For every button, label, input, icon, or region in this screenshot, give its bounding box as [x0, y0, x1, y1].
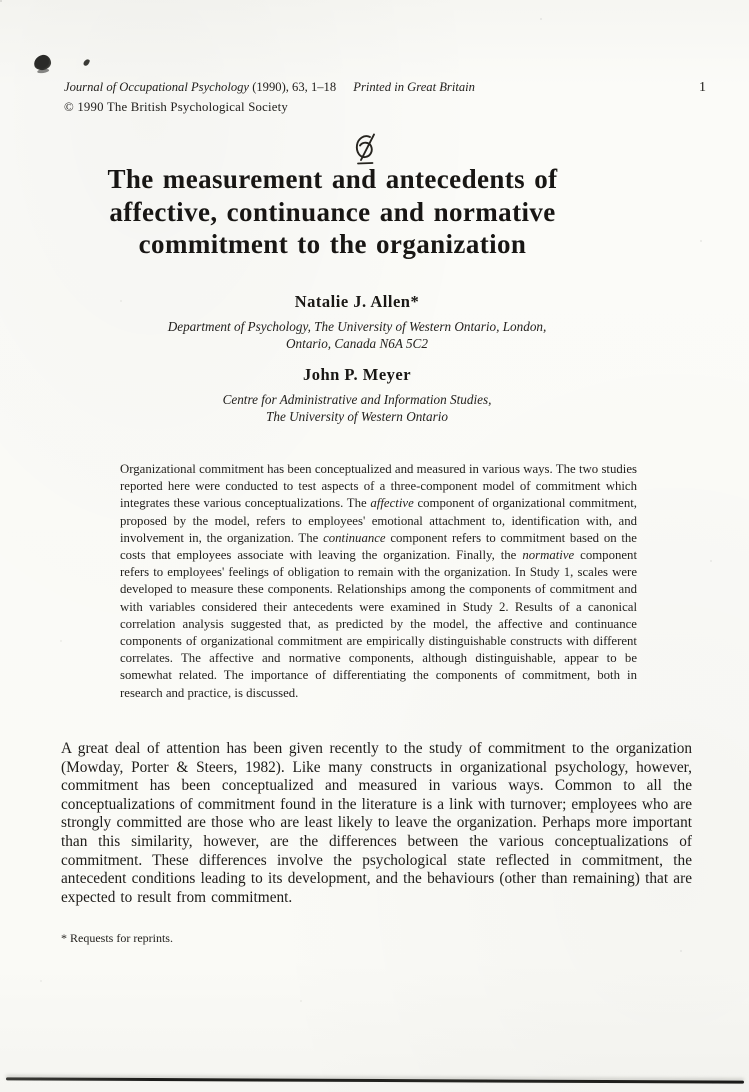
- title-line-3: commitment to the organization: [138, 229, 527, 259]
- affiliation-line: Department of Psychology, The University of Western Ontario, London,: [167, 319, 547, 334]
- abstract-section: [120, 461, 637, 702]
- copyright-line: © 1990 The British Psychological Society: [64, 100, 288, 114]
- footnote: * Requests for reprints.: [61, 931, 173, 945]
- author-affiliation: [97, 391, 617, 425]
- ink-smudge: [33, 54, 52, 71]
- author-meyer: [97, 365, 617, 425]
- journal-title: Journal of Occupational Psychology: [64, 80, 250, 94]
- ink-speck: [83, 58, 90, 66]
- article-title: [70, 163, 595, 261]
- title-line-2: affective, continuance and normative: [109, 196, 556, 227]
- page-number: 1: [699, 80, 706, 95]
- issue-info: (1990), 63, 1–18: [252, 80, 337, 94]
- author-block: [97, 292, 617, 425]
- author-affiliation: [97, 318, 617, 352]
- page-edge-line: [6, 1077, 744, 1083]
- affiliation-line: Centre for Administrative and Information Studies,: [222, 392, 492, 407]
- affiliation-line: The University of Western Ontario: [266, 409, 448, 424]
- body-paragraph: A great deal of attention has been given recently to the study of commitment to the organization (Mowday, Porter & Steers, 1982). Like many constructs in organizational psychology, however, commitment has been conceptualized and measured in various ways. Common to all the conceptualizations of commitment found in the literature is a link with turnover; employees who are strongly committed are those who are least likely to leave the organization. Perhaps more important than this similarity, however, are the differences between the various conceptualizations of commitment. These differences involve the psychological state reflected in commitment, the antecedent conditions leading to its development, and the behaviours (other than remaining) that are expected to result from commitment.: [61, 740, 692, 906]
- abstract-text: Organizational commitment has been conceptualized and measured in various ways. The two studies reported here were conducted to test aspects of a three-component model of commitment which integrates these various conceptualizations. The affective component of organizational commitment, proposed by the model, refers to employees' emotional attachment to, identification with, and involvement in, the organization. The continuance component refers to commitment based on the costs that employees associate with leaving the organization. Finally, the normative component refers to employees' feelings of obligation to remain with the organization. In Study 1, scales were developed to measure these components. Relationships among the components of commitment and with variables considered their antecedents were examined in Study 2. Results of a canonical correlation analysis suggested that, as predicted by the model, the affective and continuance components of organizational commitment are empirically distinguishable constructs with different correlates. The affective and normative components, although distinguishable, appear to be somewhat related. The importance of differentiating the components of commitment, both in research and practice, is discussed.: [120, 462, 638, 700]
- author-allen: [97, 292, 617, 352]
- title-line-1: The measurement and antecedents of: [107, 164, 558, 194]
- affiliation-line: Ontario, Canada N6A 5C2: [286, 336, 428, 351]
- printed-in-label: Printed in Great Britain: [353, 80, 475, 94]
- journal-header: [64, 80, 710, 115]
- author-name: Natalie J. Allen*: [294, 292, 420, 311]
- journal-citation-line: [64, 80, 710, 95]
- author-name: John P. Meyer: [302, 365, 412, 384]
- article-body: [61, 740, 692, 907]
